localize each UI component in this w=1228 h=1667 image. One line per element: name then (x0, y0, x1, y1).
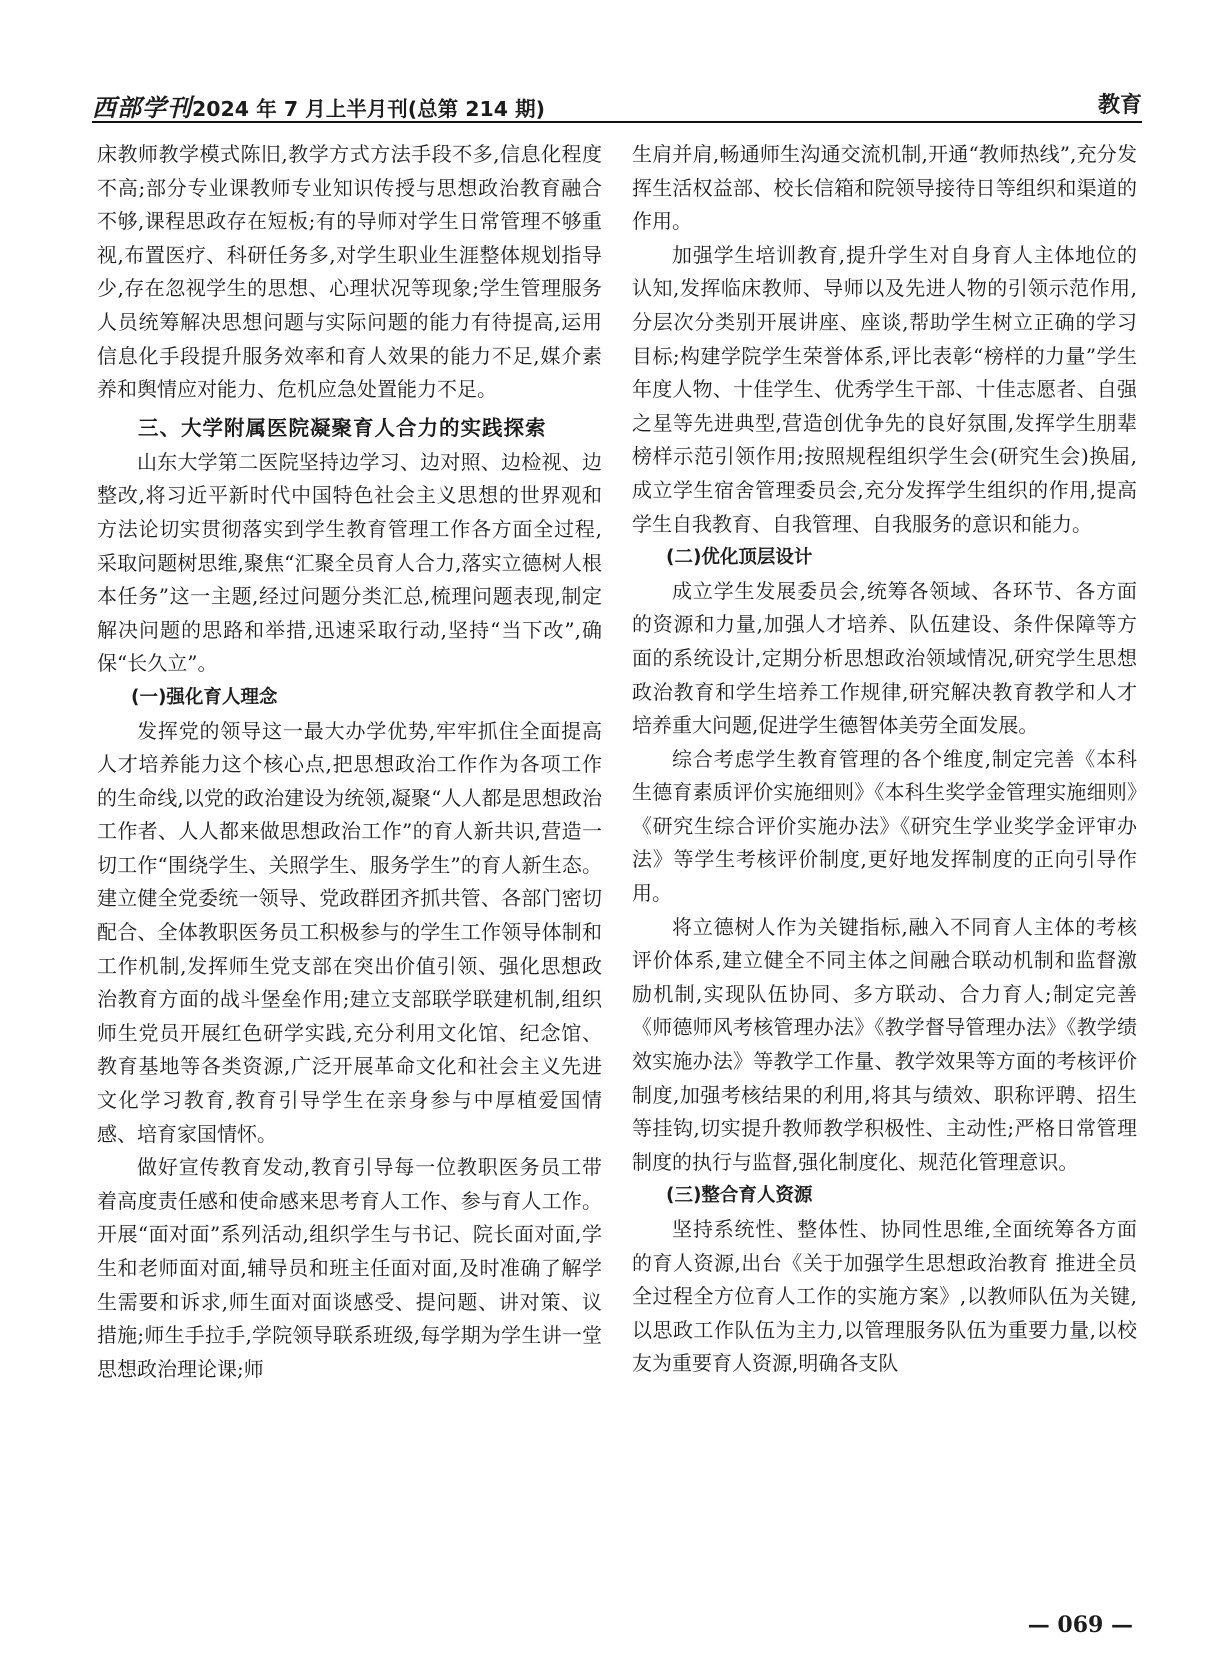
subsection-heading: (一)强化育人理念 (131, 686, 278, 708)
paragraph: 发挥党的领导这一最大办学优势,牢牢抓住全面提高人才培养能力这个核心点,把思想政治工作作为各项工作的生命线,以党的政治建设为统领,凝聚“人人都是思想政治工作者、人人都来做思想政治工作”的育人新共识,营造一切工作“围绕学生、关照学生、服务学生”的育人新生态。建立健全党委统一领导、党政群团齐抓共管、各部门密切配合、全体教职医务员工积极参与的学生工作领导体制和工作机制,发挥师生党支部在突出价值引领、强化思想政治教育方面的战斗堡垒作用;建立支部联学联建机制,组织师生党员开展红色研学实践,充分利用文化馆、纪念馆、教育基地等各类资源,广泛开展革命文化和社会主义先进文化学习教育,教育引导学生在亲身参与中厚植爱国情感、培育家国情怀。 (97, 718, 602, 1146)
paragraph: 成立学生发展委员会,统筹各领域、各环节、各方面的资源和力量,加强人才培养、队伍建设、条件保障等方面的系统设计,定期分析思想政治领域情况,研究学生思想政治教育和学生培养工作规律,研究解决教育教学和人才培养重大问题,促进学生德智体美劳全面发展。 (632, 578, 1137, 738)
header-rule (92, 121, 1142, 123)
paragraph: 坚持系统性、整体性、协同性思维,全面统筹各方面的育人资源,出台《关于加强学生思想政治教育 推进全员全过程全方位育人工作的实施方案》,以教师队伍为关键,以思政工作队伍为主力,以管理服务队伍为重要力量,以校友为重要育人资源,明确各支队 (632, 1217, 1137, 1376)
section-heading: 三、大学附属医院凝聚育人合力的实践探索 (138, 415, 547, 440)
left-column (97, 138, 602, 1386)
paragraph: 综合考虑学生教育管理的各个维度,制定完善《本科生德育素质评价实施细则》《本科生奖学金管理实施细则》《研究生综合评价实施办法》《研究生学业奖学金评审办法》等学生考核评价制度,更好地发挥制度的正向引导作用。 (632, 746, 1137, 906)
section-label: 教育 (1097, 93, 1142, 118)
issue-label: 2024 年 7 月上半月刊(总第 214 期) (192, 97, 546, 121)
paragraph: 山东大学第二医院坚持边学习、边对照、边检视、边整改,将习近平新时代中国特色社会主义思想的世界观和方法论切实贯彻落实到学生教育管理工作各方面全过程,采取问题树思维,聚焦“汇聚全员育人合力,落实立德树人根本任务”这一主题,经过问题分类汇总,梳理问题表现,制定解决问题的思路和举措,迅速采取行动,坚持“当下改”,确保“长久立”。 (97, 449, 602, 676)
header-left (92, 88, 545, 123)
paragraph: 床教师教学模式陈旧,教学方式方法手段不多,信息化程度不高;部分专业课教师专业知识传授与思想政治教育融合不够,课程思政存在短板;有的导师对学生日常管理不够重视,布置医疗、科研任务多,对学生职业生涯整体规划指导少,存在忽视学生的思想、心理状况等现象;学生管理服务人员统筹解决思想问题与实际问题的能力有待提高,运用信息化手段提升服务效率和育人效果的能力不足,媒介素养和舆情应对能力、危机应急处置能力不足。 (97, 142, 602, 402)
subsection-heading: (三)整合育人资源 (666, 1185, 813, 1207)
paragraph: 将立德树人作为关键指标,融入不同育人主体的考核评价体系,建立健全不同主体之间融合联动机制和监督激励机制,实现队伍协同、多方联动、合力育人;制定完善《师德师风考核管理办法》《教学督导管理办法》《教学绩效实施办法》等教学工作量、教学效果等方面的考核评价制度,加强考核结果的利用,将其与绩效、职称评聘、招生等挂钩,切实提升教师教学积极性、主动性;严格日常管理制度的执行与监督,强化制度化、规范化管理意识。 (632, 914, 1137, 1174)
paragraph: 加强学生培训教育,提升学生对自身育人主体地位的认知,发挥临床教师、导师以及先进人物的引领示范作用,分层次分类别开展讲座、座谈,帮助学生树立正确的学习目标;构建学院学生荣誉体系,评比表彰“榜样的力量”学生年度人物、十佳学生、优秀学生干部、十佳志愿者、自强之星等先进典型,营造创优争先的良好氛围,发挥学生朋辈榜样示范引领作用;按照规程组织学生会(研究生会)换届,成立学生宿舍管理委员会,充分发挥学生组织的作用,提高学生自我教育、自我管理、自我服务的意识和能力。 (632, 242, 1137, 536)
right-column (632, 138, 1137, 1381)
paragraph: 做好宣传教育发动,教育引导每一位教职医务员工带着高度责任感和使命感来思考育人工作、参与育人工作。开展“面对面”系列活动,组织学生与书记、院长面对面,学生和老师面对面,辅导员和班主任面对面,及时准确了解学生需要和诉求,师生面对面谈感受、提问题、讲对策、议措施;师生手拉手,学院领导联系班级,每学期为学生讲一堂思想政治理论课;师 (97, 1155, 602, 1381)
paragraph: 生肩并肩,畅通师生沟通交流机制,开通“教师热线”,充分发挥生活权益部、校长信箱和院领导接待日等组织和渠道的作用。 (632, 142, 1137, 234)
journal-logo: 西部学刊 (92, 93, 192, 122)
page-number: — 069 — (1027, 1612, 1133, 1638)
subsection-heading: (二)优化顶层设计 (666, 547, 813, 569)
running-header (92, 84, 1142, 122)
